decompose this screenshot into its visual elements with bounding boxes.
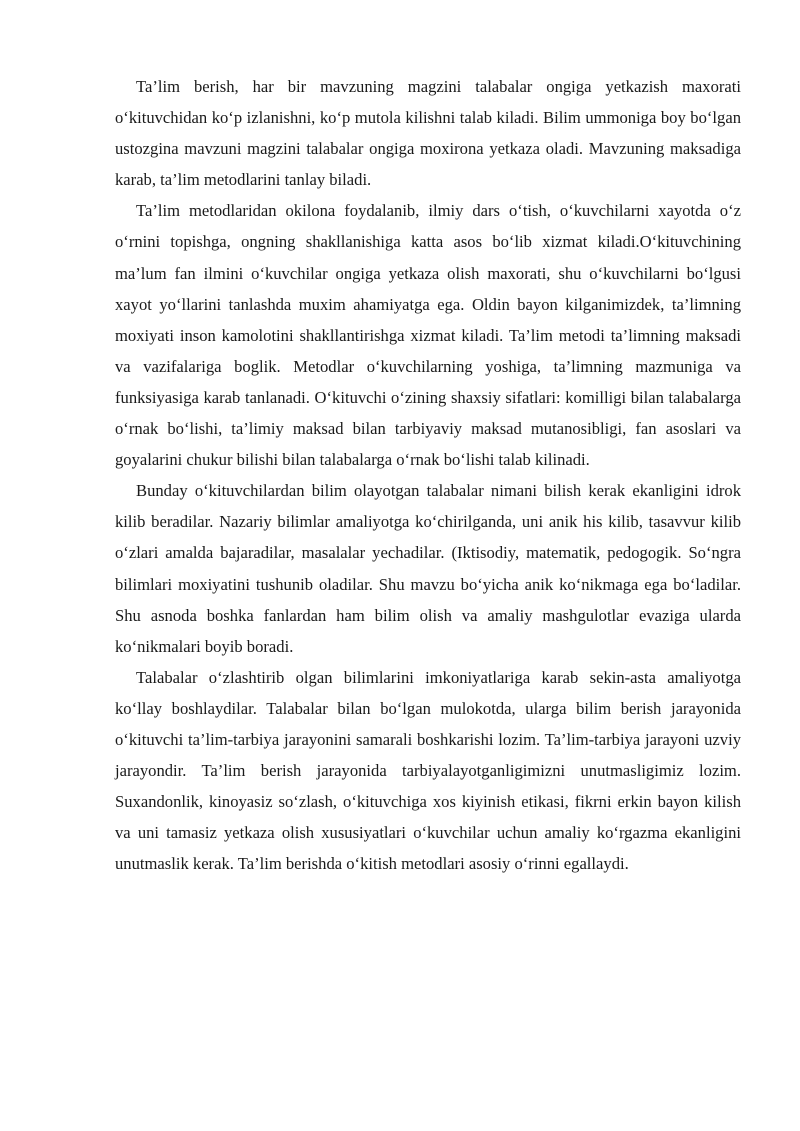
paragraph-1: Ta’lim berish, har bir mavzuning magzini talabalar ongiga yetkazish maxorati o‘kituvchidan ko‘p izlanishni, ko‘p mutola kilishni talab kiladi. Bilim ummoniga boy bo‘lgan ustozgina mavzuni magzini talabalar ongiga moxirona yetkaza oladi. Mavzuning maksadiga karab, ta’lim metodlarini tanlay biladi. <box>115 77 741 190</box>
paragraph-2: Ta’lim metodlaridan okilona foydalanib, ilmiy dars o‘tish, o‘kuvchilarni xayotda o‘z o‘rnini topishga, ongning shakllanishiga katta asos bo‘lib xizmat kiladi.O‘kituvchining ma’lum fan ilmini o‘kuvchilar ongiga yetkaza olish maxorati, shu o‘kuvchilarni bo‘lgusi xayot yo‘llarini tanlashda muxim ahamiyatga ega. Oldin bayon kilganimizdek, ta’limning moxiyati inson kamolotini shakllantirishga xizmat kiladi. Ta’lim metodi ta’limning maksadi va vazifalariga boglik. Metodlar o‘kuvchilarning yoshiga, ta’limning mazmuniga va funksiyasiga karab tanlanadi. O‘kituvchi o‘zining shaxsiy sifatlari: komilligi bilan talabalarga o‘rnak bo‘lishi, ta’limiy maksad bilan tarbiyaviy maksad mutanosibligi, fan asoslari va goyalarini chukur bilishi bilan talabalarga o‘rnak bo‘lishi talab kilinadi. <box>115 201 741 470</box>
paragraph-3: Bunday o‘kituvchilardan bilim olayotgan talabalar nimani bilish kerak ekanligini idrok kilib beradilar. Nazariy bilimlar amaliyotga ko‘chirilganda, uni anik his kilib, tasavvur kilib o‘zlari amalda bajaradilar, masalalar yechadilar. (Iktisodiy, matematik, pedogogik. So‘ngra bilimlari moxiyatini tushunib oladilar. Shu mavzu bo‘yicha anik ko‘nikmaga ega bo‘ladilar. Shu asnoda boshka fanlardan ham bilim olish va amaliy mashgulotlar evaziga ularda ko‘nikmalari boyib boradi. <box>115 481 741 656</box>
paragraph-4: Talabalar o‘zlashtirib olgan bilimlarini imkoniyatlariga karab sekin-asta amaliyotga ko‘llay boshlaydilar. Talabalar bilan bo‘lgan mulokotda, ularga bilim berish jarayonida o‘kituvchi ta’lim-tarbiya jarayonini samarali boshkarishi lozim. Ta’lim-tarbiya jarayoni uzviy jarayondir. Ta’lim berish jarayonida tarbiyalayotganligimizni unutmasligimiz lozim. Suxandonlik, kinoyasiz so‘zlash, o‘kituvchiga xos kiyinish etikasi, fikrni erkin bayon kilish va uni tamasiz yetkaza olish xususiyatlari o‘kuvchilar uchun amaliy ko‘rgazma ekanligini unutmaslik kerak. Ta’lim berishda o‘kitish metodlari asosiy o‘rinni egallaydi. <box>115 667 741 874</box>
document-body <box>115 71 741 879</box>
